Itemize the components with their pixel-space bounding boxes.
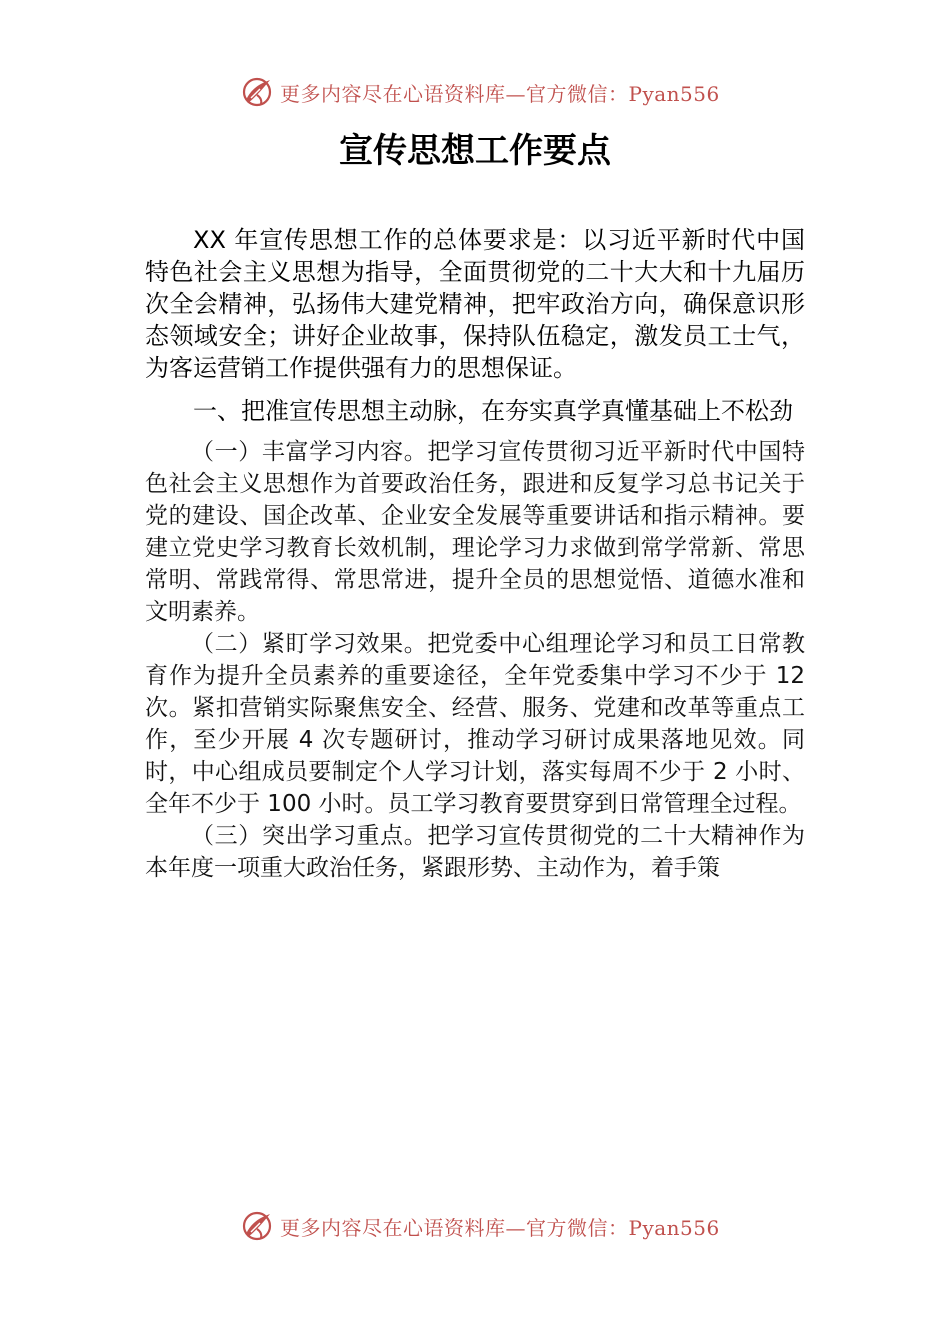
section-heading-1: 一、把准宣传思想主动脉，在夯实真学真懂基础上不松劲 [193,397,793,425]
watermark-header [240,74,760,110]
paragraph-item-1: （一）丰富学习内容。把学习宣传贯彻习近平新时代中国特色社会主义思想作为首要政治任务，跟进和反复学习总书记关于党的建设、国企改革、企业安全发展等重要讲话和指示精神。要建立党史学习教育长效机制，理论学习力求做到常学常新、常思常明、常践常得、常思常进，提升全员的思想觉悟、道德水准和文明素养。 [145,439,805,625]
leaf-logo-icon [240,1209,274,1243]
paragraph-item-3: （三）突出学习重点。把学习宣传贯彻党的二十大精神作为本年度一项重大政治任务，紧跟形势、主动作为，着手策 [145,823,805,881]
document-body [145,224,805,884]
watermark-text: 更多内容尽在心语资料库—官方微信：Pyan556 [280,81,720,106]
watermark-footer [240,1208,760,1244]
watermark-text: 更多内容尽在心语资料库—官方微信：Pyan556 [280,1215,720,1240]
leaf-logo-icon [240,75,274,109]
document-title: 宣传思想工作要点 [339,131,611,171]
paragraph-item-2: （二）紧盯学习效果。把党委中心组理论学习和员工日常教育作为提升全员素养的重要途径，全年党委集中学习不少于 12 次。紧扣营销实际聚焦安全、经营、服务、党建和改革等重点工作，至少开展 4 次专题研讨，推动学习研讨成果落地见效。同时，中心组成员要制定个人学习计划，落实每周不少于 2 小时、全年不少于 100 小时。员工学习教育要贯穿到日常管理全过程。 [145,631,805,817]
paragraph-general-requirement: XX 年宣传思想工作的总体要求是：以习近平新时代中国特色社会主义思想为指导，全面贯彻党的二十大大和十九届历次全会精神，弘扬伟大建党精神，把牢政治方向，确保意识形态领域安全；讲好企业故事，保持队伍稳定，激发员工士气，为客运营销工作提供强有力的思想保证。 [145,226,805,382]
